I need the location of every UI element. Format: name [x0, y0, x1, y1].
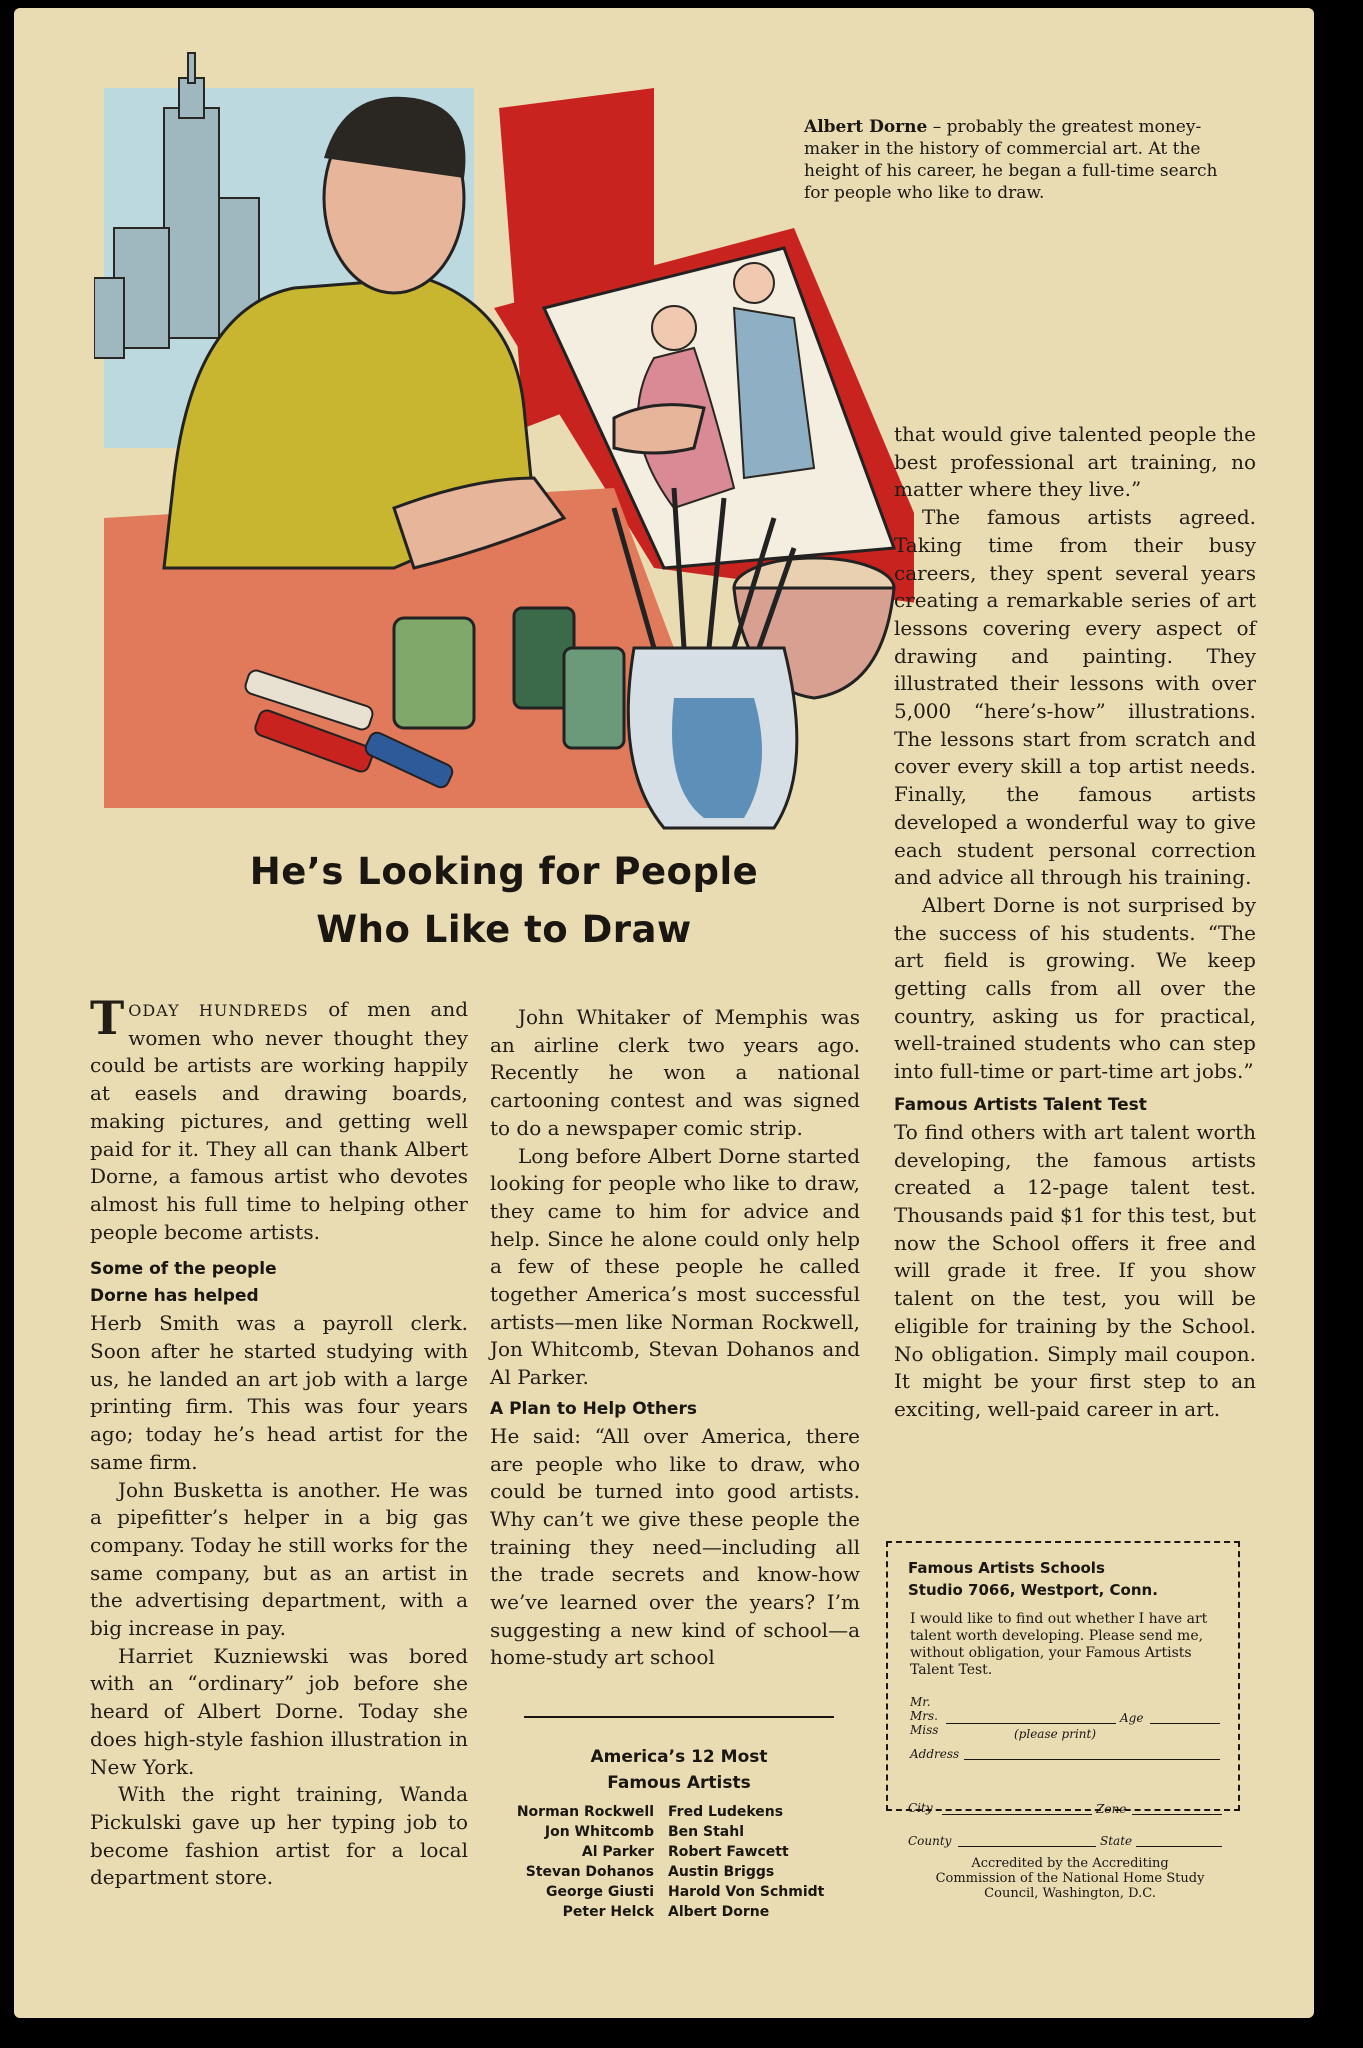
artists-title-line-2: Famous Artists — [607, 1773, 751, 1793]
drop-cap: T — [90, 991, 125, 1045]
coupon-label-miss: Miss — [910, 1723, 939, 1737]
artists-list-left — [474, 1802, 654, 1922]
artists-list-title — [484, 1744, 874, 1796]
subhead-people-helped-2: Dorne has helped — [90, 1286, 259, 1307]
col1-paragraph-1: of men and women who never thought they could be artists are working happily at easels and drawing boards, making pictures, and getting well paid for it. They all can thank Albert Dorne, a famous artist who devotes almost his full time to helping other people become artists. — [90, 997, 468, 1244]
magazine-page — [14, 8, 1314, 2018]
age-field[interactable] — [1150, 1723, 1220, 1724]
lead-caps: ODAY HUNDREDS — [128, 1001, 309, 1020]
subhead-people-helped-1: Some of the people — [90, 1259, 277, 1280]
caption-text: – probably the greatest money-maker in the history of commercial art. At the height of his career, he began a full-time search for people who like to draw. — [804, 117, 1218, 203]
coupon-label-zone: Zone — [1096, 1802, 1127, 1816]
headline-line-1: He’s Looking for People — [249, 850, 759, 893]
col1-paragraph-4: Harriet Kuzniewski was bored with an “ordinary” job before she heard of Albert Dorne. Today she does high-style fashion illustration in New York. — [90, 1643, 468, 1779]
col2-paragraph-1: John Whitaker of Memphis was an airline clerk two years ago. Recently he won a national cartooning contest and was signed to do a newspaper comic strip. — [490, 1005, 860, 1140]
zone-field[interactable] — [1132, 1814, 1222, 1815]
state-field[interactable] — [1136, 1846, 1222, 1847]
address-field[interactable] — [964, 1759, 1220, 1760]
article-column-3 — [894, 421, 1256, 1424]
col3-paragraph-4: To find others with art talent worth developing, the famous artists created a 12-page talent test. Thousands paid $1 for this test, but now the School offers it free and will grade it free. If you show talent on the test, you will be eligible for training by the School. No obligation. Simply mail coupon. It might be your first step to an exciting, well-paid career in art. — [894, 1119, 1256, 1421]
coupon-body: I would like to find out whether I have art talent worth developing. Please send me, without obligation, your Famous Artists Talent Test. — [910, 1611, 1208, 1678]
artist-name: Al Parker — [581, 1844, 654, 1860]
coupon-label-state: State — [1100, 1834, 1133, 1848]
coupon-accreditation: Accredited by the Accrediting Commission of the National Home Study Council, Washington, D.C. — [935, 1856, 1205, 1901]
artist-name: Jon Whitcomb — [544, 1824, 654, 1840]
artists-list-right — [668, 1802, 868, 1922]
artists-divider — [524, 1716, 834, 1718]
coupon-label-address: Address — [910, 1747, 960, 1761]
artist-name: Norman Rockwell — [516, 1804, 654, 1820]
city-field[interactable] — [942, 1814, 1092, 1815]
col3-paragraph-2: The famous artists agreed. Taking time from their busy careers, they spent several years creating a remarkable series of art lessons covering every aspect of drawing and painting. They illustrated their lessons with over 5,000 “here’s-how” illustrations. The lessons start from scratch and cover every skill a top artist needs. Finally, the famous artists developed a wonderful way to give each student personal correction and advice all through his training. — [894, 505, 1256, 890]
artist-name: George Giusti — [546, 1884, 654, 1900]
col3-paragraph-1: that would give talented people the best professional art training, no matter where they live.” — [894, 422, 1256, 502]
caption-name: Albert Dorne — [804, 117, 928, 137]
artist-name: Peter Helck — [562, 1904, 654, 1920]
headline-line-2: Who Like to Draw — [316, 908, 692, 951]
mail-coupon[interactable] — [886, 1541, 1240, 1811]
artist-name: Fred Ludekens — [668, 1804, 784, 1820]
coupon-label-mr: Mr. — [910, 1695, 931, 1709]
coupon-label-mrs: Mrs. — [910, 1709, 938, 1723]
col3-paragraph-3: Albert Dorne is not surprised by the success of his students. “The art field is growing. We keep getting calls from all over the country, asking us for practical, well-trained students who can step into full-time or part-time art jobs.” — [894, 892, 1256, 1084]
coupon-title — [908, 1557, 1228, 1601]
subhead-talent-test: Famous Artists Talent Test — [894, 1094, 1147, 1115]
coupon-label-county: County — [908, 1834, 952, 1848]
col1-paragraph-2: Herb Smith was a payroll clerk. Soon after he started studying with us, he landed an art job with a large printing firm. This was four years ago; today he’s head artist for the same firm. — [90, 1311, 468, 1474]
artist-name: Harold Von Schmidt — [668, 1884, 825, 1900]
county-field[interactable] — [958, 1846, 1096, 1847]
col2-paragraph-2: Long before Albert Dorne started looking for people who like to draw, they came to him for advice and help. Since he alone could only help a few of these people he called together America’s most successful artists—men like Norman Rockwell, Jon Whitcomb, Stevan Dohanos and Al Parker. — [490, 1143, 860, 1390]
coupon-please-print: (please print) — [1014, 1727, 1097, 1741]
artist-name: Albert Dorne — [668, 1904, 770, 1920]
name-field[interactable] — [946, 1723, 1116, 1724]
artist-name: Stevan Dohanos — [525, 1864, 654, 1880]
artist-name: Ben Stahl — [668, 1824, 744, 1840]
article-column-2 — [490, 1004, 860, 1672]
col2-paragraph-3: He said: “All over America, there are people who like to draw, who could be turned into good artists. Why can’t we give these people the training they need—including all the trade secrets and know-how we’ve learned over the years? I’m suggesting a new kind of school—a home-study art school — [490, 1423, 860, 1670]
article-column-1 — [90, 991, 468, 1892]
illustration-caption — [804, 116, 1244, 204]
col1-paragraph-3: John Busketta is another. He was a pipefitter’s helper in a big gas company. Today he still works for the same company, but as an artist in the advertising department, with a big increase in pay. — [90, 1477, 468, 1641]
artist-name: Robert Fawcett — [668, 1844, 789, 1860]
artist-name: Austin Briggs — [668, 1864, 775, 1880]
col1-paragraph-5: With the right training, Wanda Pickulski gave up her typing job to become fashion artist for a local department store. — [90, 1782, 468, 1890]
coupon-label-age: Age — [1120, 1711, 1144, 1725]
coupon-title-line-1: Famous Artists Schools — [908, 1559, 1105, 1577]
coupon-title-line-2: Studio 7066, Westport, Conn. — [908, 1581, 1158, 1599]
artist-painting-illustration — [94, 48, 914, 878]
subhead-plan: A Plan to Help Others — [490, 1398, 697, 1419]
artists-title-line-1: America’s 12 Most — [590, 1747, 768, 1767]
coupon-label-city: City — [908, 1801, 933, 1815]
